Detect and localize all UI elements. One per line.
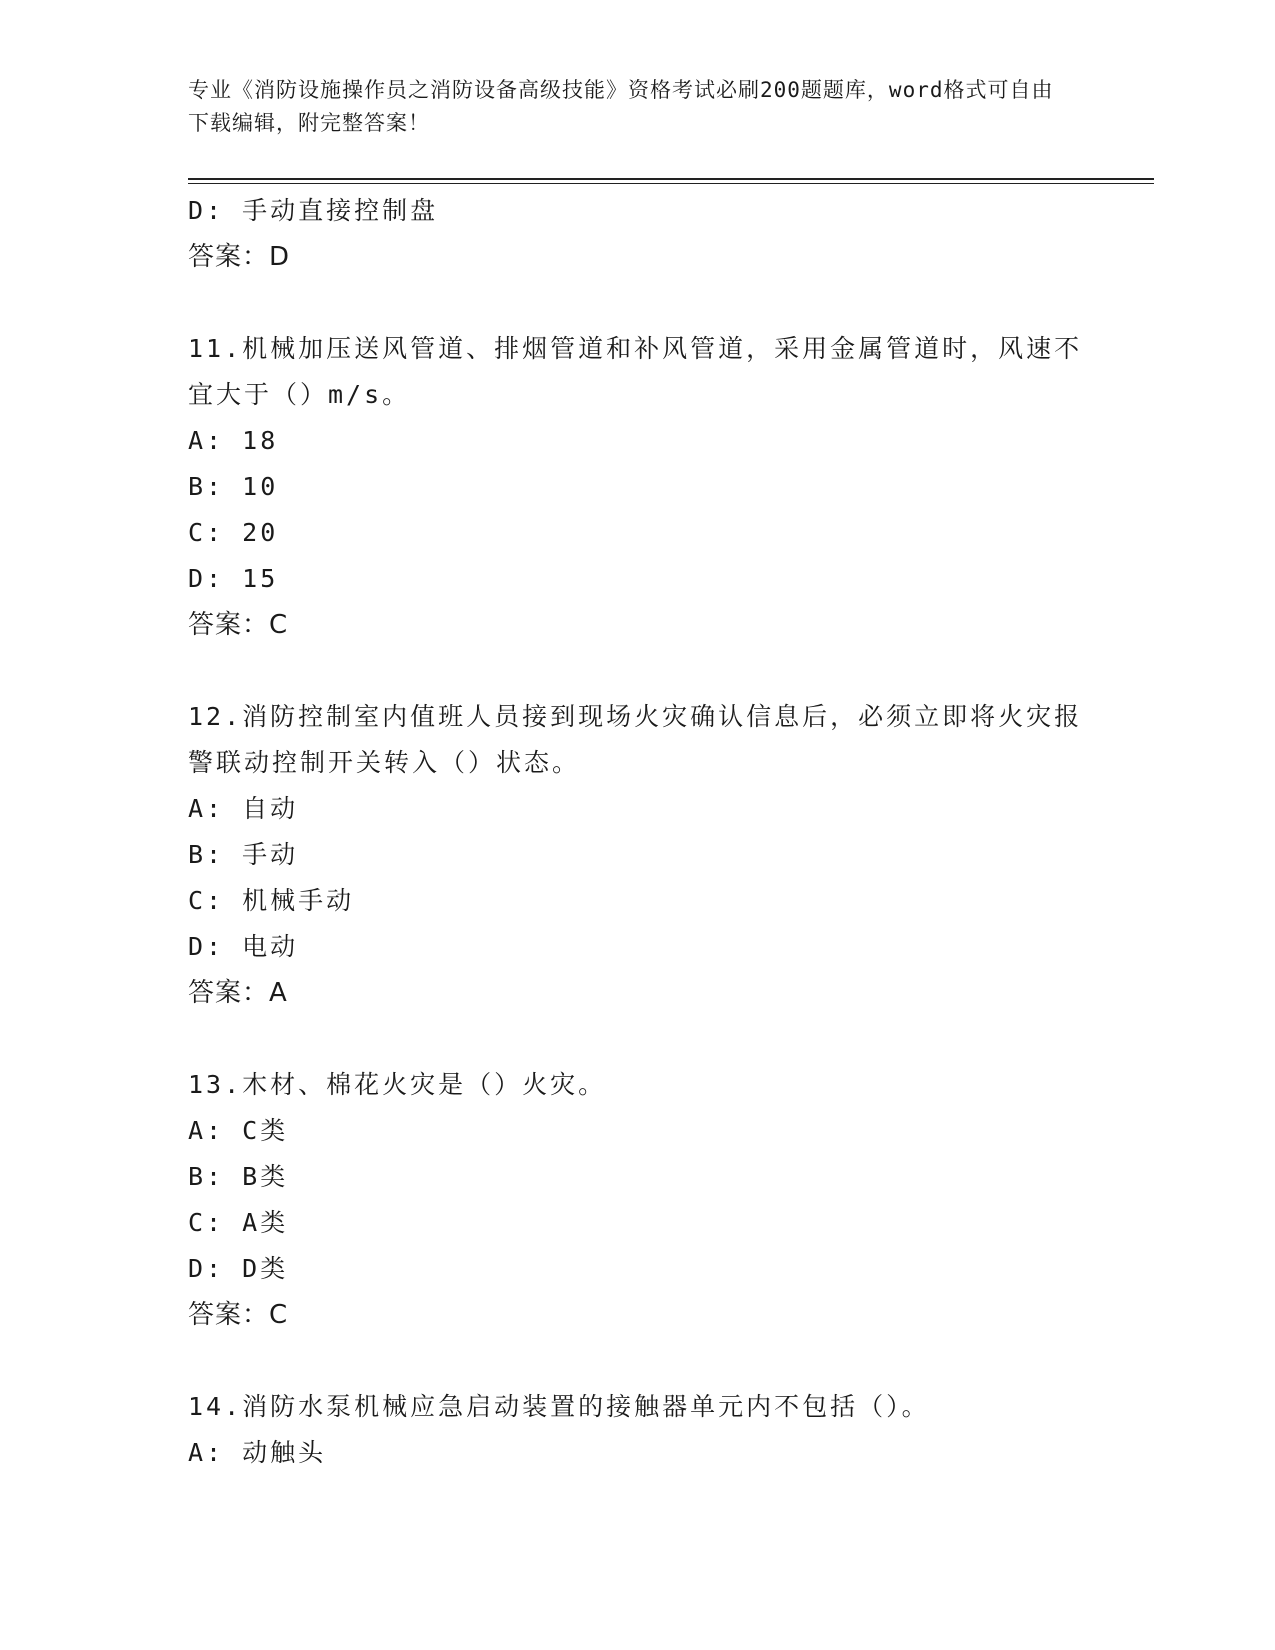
question-11-option-c: C: 20 <box>188 518 279 547</box>
question-13-option-c: C: A类 <box>188 1208 289 1237</box>
question-11-answer: 答案：C <box>188 610 289 640</box>
prev-answer: 答案：D <box>188 242 291 272</box>
spacer <box>188 280 1088 326</box>
question-13-answer: 答案：C <box>188 1300 289 1330</box>
header-rule-thick <box>188 178 1154 180</box>
header-rule-thin <box>188 183 1154 184</box>
spacer <box>188 1338 1088 1384</box>
prev-option-d: D: 手动直接控制盘 <box>188 196 439 225</box>
question-13-option-a: A: C类 <box>188 1116 289 1145</box>
question-12-answer: 答案：A <box>188 978 288 1008</box>
document-header: 专业《消防设施操作员之消防设备高级技能》资格考试必刷200题题库，word格式可自由下载编辑，附完整答案！ <box>188 78 1054 135</box>
question-13-stem: 13.木材、棉花火灾是（）火灾。 <box>188 1070 607 1099</box>
question-11-option-b: B: 10 <box>188 472 279 501</box>
question-12-option-b: B: 手动 <box>188 840 299 869</box>
spacer <box>188 648 1088 694</box>
question-11-stem: 11.机械加压送风管道、排烟管道和补风管道，采用金属管道时，风速不宜大于（）m/s。 <box>188 334 1083 409</box>
question-11-option-a: A: 18 <box>188 426 279 455</box>
question-12-stem: 12.消防控制室内值班人员接到现场火灾确认信息后，必须立即将火灾报警联动控制开关转入（）状态。 <box>188 702 1083 777</box>
question-11-option-d: D: 15 <box>188 564 279 593</box>
question-14-stem: 14.消防水泵机械应急启动装置的接触器单元内不包括（）。 <box>188 1392 930 1421</box>
question-12-option-c: C: 机械手动 <box>188 886 355 915</box>
question-13-option-d: D: D类 <box>188 1254 289 1283</box>
question-14-option-a: A: 动触头 <box>188 1438 327 1467</box>
spacer <box>188 1016 1088 1062</box>
question-12-option-d: D: 电动 <box>188 932 299 961</box>
question-13-option-b: B: B类 <box>188 1162 289 1191</box>
question-list <box>188 188 1088 1476</box>
question-12-option-a: A: 自动 <box>188 794 299 823</box>
